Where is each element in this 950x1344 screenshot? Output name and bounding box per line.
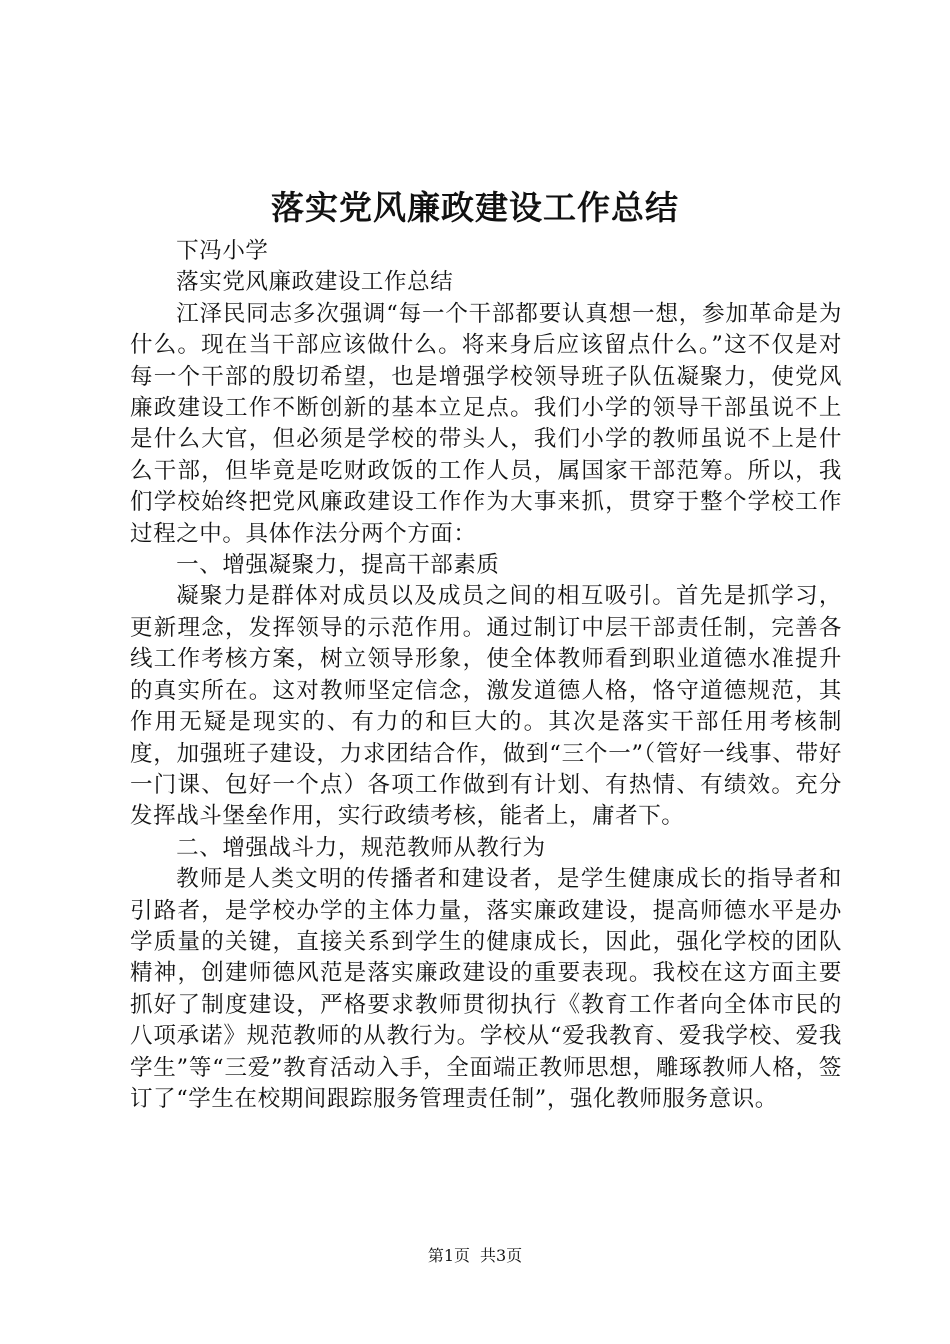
section-heading: 二、增强战斗力，规范教师从教行为 <box>176 834 546 861</box>
section-heading: 一、增强凝聚力，提高干部素质 <box>176 552 500 579</box>
body-paragraph: 凝聚力是群体对成员以及成员之间的相互吸引。首先是抓学习，更新理念，发挥领导的示范作用。通过制订中层干部责任制，完善各线工作考核方案，树立领导形象，使全体教师看到职业道德水准提升的真实所在。这对教师坚定信念，激发道德人格，恪守道德规范，其作用无疑是现实的、有力的和巨大的。其次是落实干部任用考核制度，加强班子建设，力求团结合作，做到“三个一”（管好一线事、带好一门课、包好一个点）各项工作做到有计划、有热情、有绩效。充分发挥战斗堡垒作用，实行政绩考核，能者上，庸者下。 <box>130 583 842 830</box>
page-total: 共3页 <box>480 1246 523 1265</box>
subtitle: 落实党风廉政建设工作总结 <box>176 269 454 296</box>
document-title: 落实党风廉政建设工作总结 <box>271 188 679 227</box>
page-number: 第1页 <box>427 1246 470 1265</box>
school-name: 下冯小学 <box>176 238 269 264</box>
page-footer <box>0 1245 950 1267</box>
document-body <box>130 236 842 1115</box>
body-paragraph: 江泽民同志多次强调“每一个干部都要认真想一想，参加革命是为什么。现在当干部应该做什么。将来身后应该留点什么。”这不仅是对每一个干部的殷切希望，也是增强学校领导班子队伍凝聚力，使党风廉政建设工作不断创新的基本立足点。我们小学的领导干部虽说不上是什么大官，但必须是学校的带头人，我们小学的教师虽说不上是什么干部，但毕竟是吃财政饭的工作人员，属国家干部范筹。所以，我们学校始终把党风廉政建设工作作为大事来抓，贯穿于整个学校工作过程之中。具体作法分两个方面： <box>130 300 842 547</box>
body-paragraph: 教师是人类文明的传播者和建设者，是学生健康成长的指导者和引路者，是学校办学的主体力量，落实廉政建设，提高师德水平是办学质量的关键，直接关系到学生的健康成长，因此，强化学校的团队精神，创建师德风范是落实廉政建设的重要表现。我校在这方面主要抓好了制度建设，严格要求教师贯彻执行《教育工作者向全体市民的八项承诺》规范教师的从教行为。学校从“爱我教育、爱我学校、爱我学生”等“三爱”教育活动入手，全面端正教师思想，雕琢教师人格，签订了“学生在校期间跟踪服务管理责任制”，强化教师服务意识。 <box>130 866 842 1112</box>
